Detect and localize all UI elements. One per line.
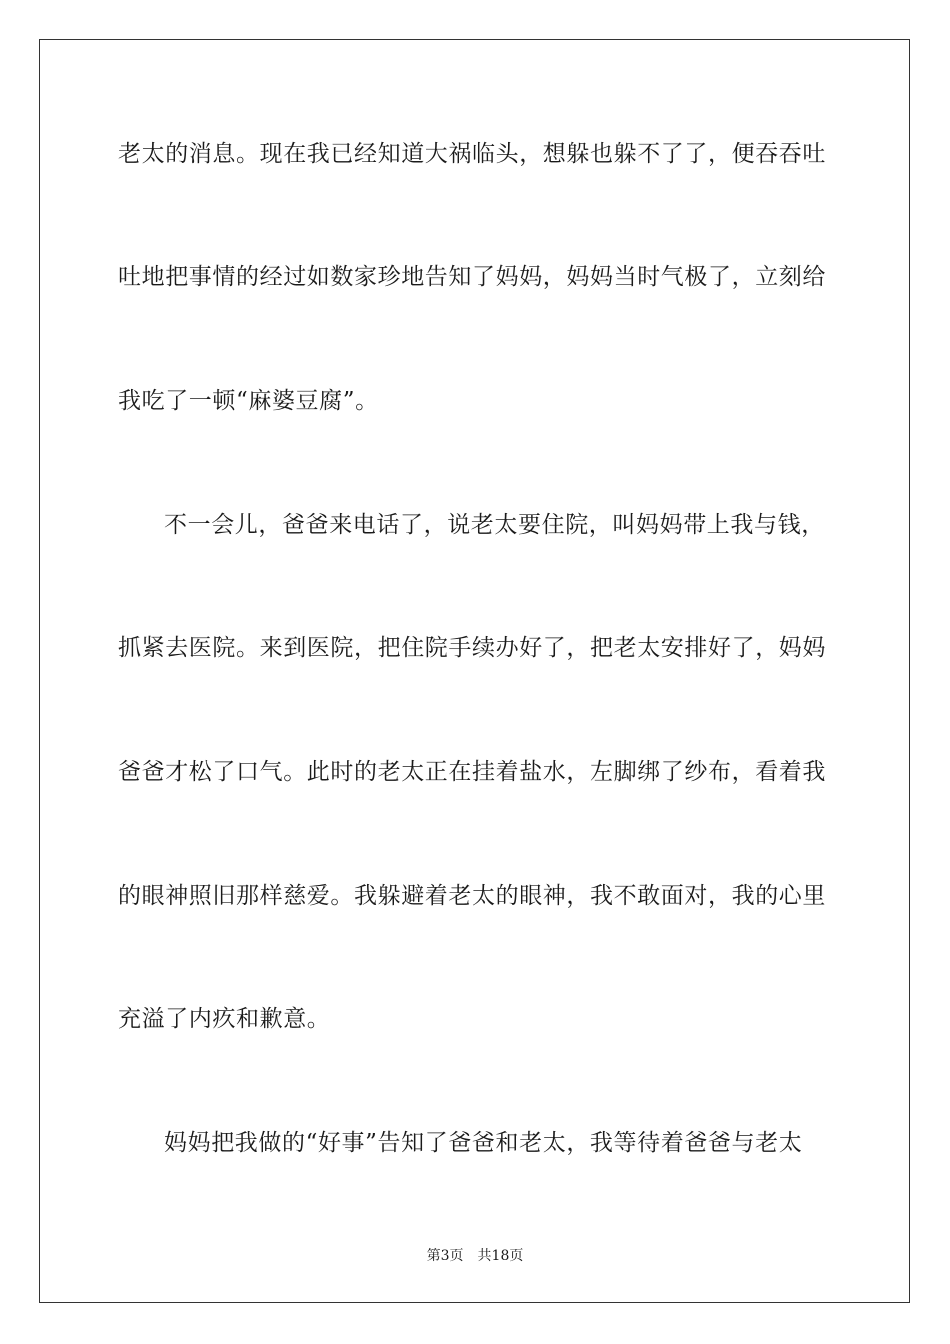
text-line: 充溢了内疚和歉意。	[118, 1006, 331, 1032]
text-line: 我吃了一顿“麻婆豆腐”。	[118, 388, 379, 414]
paragraph-first-line: 不一会儿，爸爸来电话了，说老太要住院，叫妈妈带上我与钱，	[164, 512, 825, 538]
paragraph-first-line: 妈妈把我做的“好事”告知了爸爸和老太，我等待着爸爸与老太	[164, 1130, 803, 1156]
text-line: 吐地把事情的经过如数家珍地告知了妈妈，妈妈当时气极了，立刻给	[118, 264, 826, 290]
text-line: 爸爸才松了口气。此时的老太正在挂着盐水，左脚绑了纱布，看着我	[118, 759, 826, 785]
text-line: 老太的消息。现在我已经知道大祸临头，想躲也躲不了了，便吞吞吐	[118, 141, 826, 167]
text-line: 的眼神照旧那样慈爱。我躲避着老太的眼神，我不敢面对，我的心里	[118, 883, 826, 909]
page-footer	[0, 1247, 950, 1265]
page-number: 第3页	[426, 1248, 464, 1264]
total-pages: 共18页	[477, 1248, 524, 1264]
text-line: 抓紧去医院。来到医院，把住院手续办好了，把老太安排好了，妈妈	[118, 635, 826, 661]
page-border	[39, 39, 910, 1303]
